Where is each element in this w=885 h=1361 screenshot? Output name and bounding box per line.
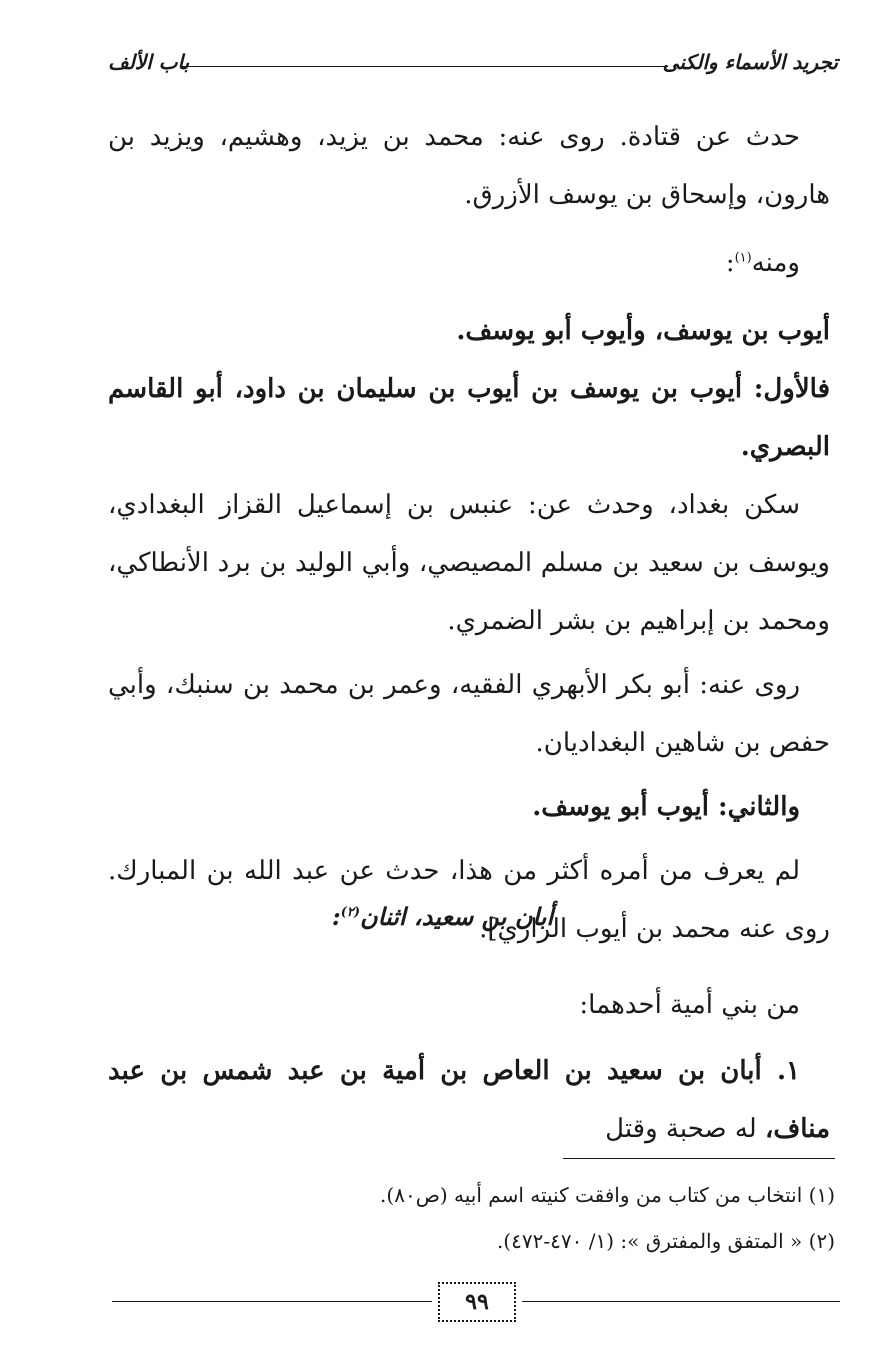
header-rule (182, 66, 668, 67)
footnote-rule (563, 1158, 835, 1159)
paragraph-7-second: والثاني: أيوب أبو يوسف. (532, 792, 800, 822)
chapter-title: باب الألف (108, 50, 190, 74)
paragraph-4-first: فالأول: أيوب بن يوسف بن أيوب بن سليمان بن داود، أبو القاسم البصري. (108, 374, 830, 462)
page-number: ٩٩ (438, 1282, 516, 1322)
footnote-ref-2: (٢) (340, 905, 361, 920)
footnote-ref-1: (١) (734, 250, 752, 266)
paragraph-6: روى عنه: أبو بكر الأبهري الفقيه، وعمر بن محمد بن سنبك، وأبي حفص بن شاهين البغداديان. (108, 670, 830, 758)
section-title-end: : (331, 902, 341, 931)
paragraph-3-heading: أيوب بن يوسف، وأيوب أبو يوسف. (456, 316, 830, 346)
paragraph-2-text: ومنه (751, 248, 800, 278)
section-title-text: أبان بن سعيد، اثنان (360, 902, 554, 931)
paragraph-10 (108, 1042, 830, 1158)
footnotes (108, 1172, 835, 1264)
footnote-2: (٢) « المتفق والمفترق »: (١/ ٤٧٠-٤٧٢). (496, 1229, 835, 1253)
body-text-bottom (108, 976, 830, 1158)
paragraph-1: حدث عن قتادة. روى عنه: محمد بن يزيد، وهشيم، ويزيد بن هارون، وإسحاق بن يوسف الأزرق. (108, 122, 830, 210)
paragraph-8: لم يعرف من أمره أكثر من هذا، حدث عن عبد الله بن المبارك. روى عنه محمد بن أيوب الرازي]. (108, 856, 830, 944)
paragraph-2-end: : (725, 248, 735, 278)
paragraph-5: سكن بغداد، وحدث عن: عنبس بن إسماعيل القزاز البغدادي، ويوسف بن سعيد بن مسلم المصيصي، وأبي الوليد بن برد الأنطاكي، ومحمد بن إبراهيم بن بشر الضمري. (108, 490, 830, 636)
body-text-top (108, 108, 830, 958)
paragraph-10-name: ١. أبان بن سعيد بن العاص بن أمية بن عبد شمس بن عبد مناف، (108, 1056, 830, 1144)
footer-rule-right (522, 1301, 840, 1302)
paragraph-10-rest: له صحبة وقتل (605, 1114, 765, 1144)
footnote-1: (١) انتخاب من كتاب من وافقت كنيته اسم أبيه (ص٨٠). (380, 1183, 835, 1207)
footer-rule-left (112, 1301, 432, 1302)
paragraph-2 (108, 234, 830, 292)
book-title: تجريد الأسماء والكنى (662, 50, 838, 74)
running-header (108, 44, 838, 80)
section-title (0, 902, 885, 931)
paragraph-9: من بني أمية أحدهما: (579, 990, 800, 1020)
